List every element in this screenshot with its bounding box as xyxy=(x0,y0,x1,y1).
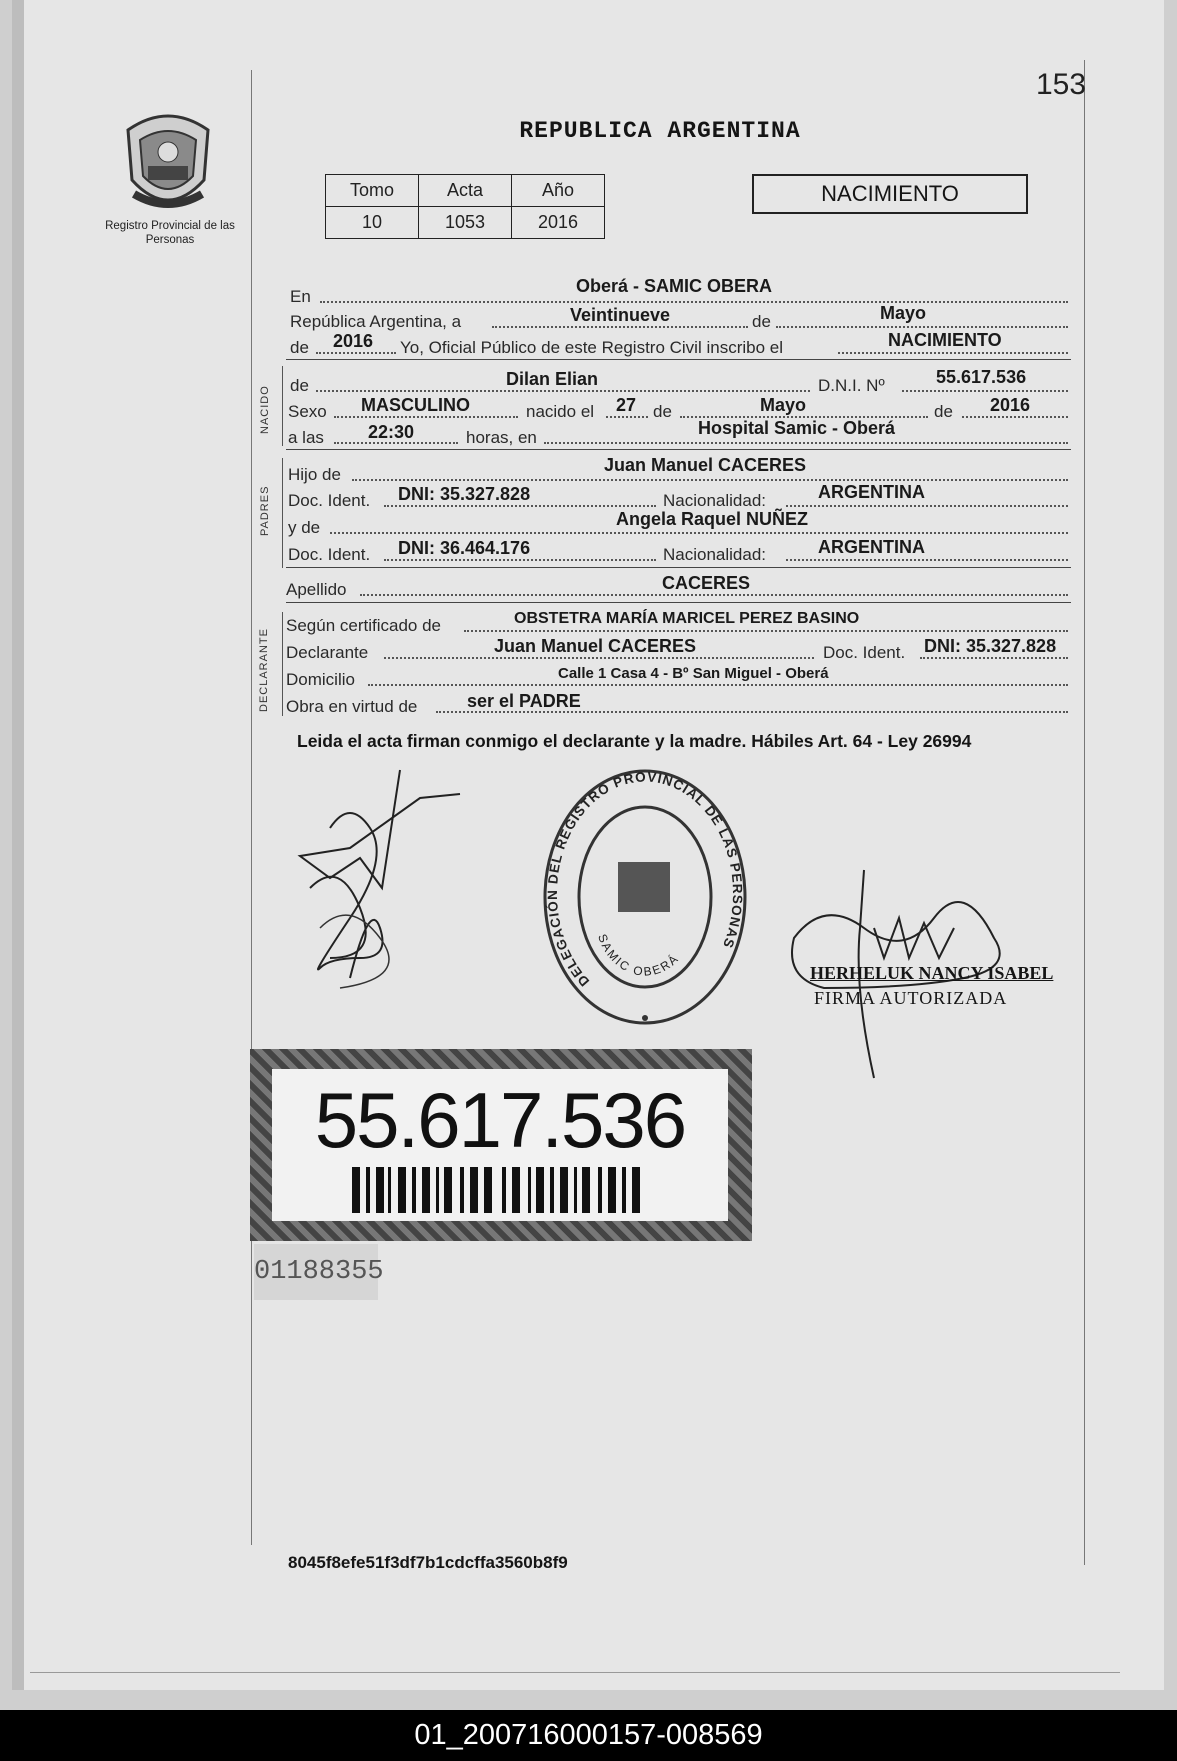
en-dotted-line xyxy=(320,301,1068,303)
obra-label: Obra en virtud de xyxy=(286,697,418,716)
birth-year-dotted-line xyxy=(962,416,1068,418)
authority-name: HERHELUK NANCY ISABEL xyxy=(810,963,1054,983)
father-doc-value: DNI: 35.327.828 xyxy=(398,484,531,504)
domicilio-dotted-line xyxy=(368,684,1068,686)
apellido-rule xyxy=(286,602,1071,603)
declarante-side-bar xyxy=(282,612,283,716)
barcode-number: 55.617.536 xyxy=(314,1076,686,1164)
month-dotted-line xyxy=(776,326,1068,328)
nac2-label: Nacionalidad: xyxy=(663,545,767,564)
serial-number: 01188355 xyxy=(254,1244,378,1300)
doc1-dotted-line xyxy=(384,505,656,507)
scan-footer-bar xyxy=(0,1710,1177,1761)
doc2-dotted-line xyxy=(384,559,656,561)
barcode-label xyxy=(272,1069,728,1221)
nac1-label: Nacionalidad: xyxy=(663,491,767,510)
birth-day-value: 27 xyxy=(616,395,637,415)
org-name: Registro Provincial de las Personas xyxy=(105,220,235,246)
mother-name-value: Angela Raquel NUÑEZ xyxy=(616,509,809,529)
cert-value: OBSTETRA MARÍA MARICEL PEREZ BASINO xyxy=(514,610,860,627)
declarante-name-value: Juan Manuel CACERES xyxy=(494,636,697,656)
domicilio-label: Domicilio xyxy=(286,670,355,689)
intro-day-value: Veintinueve xyxy=(570,305,671,325)
document-title: REPUBLICA ARGENTINA xyxy=(519,118,801,144)
inscribo-label: Yo, Oficial Público de este Registro Civil inscribo el xyxy=(400,338,783,357)
anio-value: 2016 xyxy=(512,207,605,239)
nacido-de1-label: de xyxy=(653,402,672,421)
domicilio-value: Calle 1 Casa 4 - Bº San Miguel - Oberá xyxy=(558,665,829,682)
apellido-value: CACERES xyxy=(662,573,751,593)
barcode-icon xyxy=(352,1167,648,1213)
hijo-de-label: Hijo de xyxy=(288,465,341,484)
provincial-seal-icon xyxy=(118,110,218,218)
nacido-de2-label: de xyxy=(934,402,953,421)
dni-label: D.N.I. Nº xyxy=(818,376,885,395)
nacido-de-label: de xyxy=(290,376,309,395)
stamp-inner-text: SAMIC OBERÁ xyxy=(595,932,682,979)
child-name-value: Dilan Elian xyxy=(506,369,599,389)
apellido-dotted-line xyxy=(360,594,1068,596)
scan-footer-text: 01_200716000157-008569 xyxy=(414,1719,763,1751)
nacido-side-bar xyxy=(282,366,283,446)
child-dni-value: 55.617.536 xyxy=(936,367,1027,387)
acta-type-box: NACIMIENTO xyxy=(752,174,1028,214)
year-prefix-label: de xyxy=(290,338,309,357)
decl-label: Declarante xyxy=(286,643,369,662)
tomo-value: 10 xyxy=(326,207,419,239)
left-margin-rule xyxy=(251,70,252,1545)
acta-header: Acta xyxy=(419,175,512,207)
stamp-ring-text: DELEGACIÓN DEL REGISTRO PROVINCIAL DE LAS PERSONAS xyxy=(544,769,746,990)
anio-header: Año xyxy=(512,175,605,207)
svg-text:DELEGACIÓN DEL REGISTRO PROVIN xyxy=(545,769,745,989)
father-nationality-value: ARGENTINA xyxy=(818,482,925,502)
apellido-label: Apellido xyxy=(286,580,347,599)
obra-value: ser el PADRE xyxy=(467,691,581,711)
acta-value: 1053 xyxy=(419,207,512,239)
mother-doc-value: DNI: 36.464.176 xyxy=(398,538,531,558)
mother-dotted-line xyxy=(330,532,1068,534)
paper-bottom-edge xyxy=(30,1672,1120,1673)
padres-side-bar xyxy=(282,458,283,568)
intro-month-value: Mayo xyxy=(880,303,927,323)
day-dotted-line xyxy=(492,326,748,328)
birth-time-value: 22:30 xyxy=(368,422,415,442)
legal-text: Leida el acta firman conmigo el declarante y la madre. Hábiles Art. 64 - Ley 26994 xyxy=(297,731,972,751)
padres-section-label: PADRES xyxy=(259,485,271,536)
sexo-value: MASCULINO xyxy=(361,395,470,415)
cert-dotted-line xyxy=(464,630,1068,632)
decl-doc-label: Doc. Ident. xyxy=(823,643,906,662)
doc1-label: Doc. Ident. xyxy=(288,491,371,510)
inscribo-dotted-line xyxy=(838,352,1068,354)
father-dotted-line xyxy=(352,479,1068,481)
tomo-header: Tomo xyxy=(326,175,419,207)
decl-dotted-line xyxy=(384,657,814,659)
declarante-doc-value: DNI: 35.327.828 xyxy=(924,636,1057,656)
svg-text:SAMIC OBERÁ xyxy=(595,932,682,979)
horas-label: horas, en xyxy=(466,428,537,447)
declarante-section-label: DECLARANTE xyxy=(258,628,270,712)
birth-day-dotted-line xyxy=(606,416,648,418)
right-margin-rule xyxy=(1084,60,1085,1565)
father-name-value: Juan Manuel CACERES xyxy=(604,455,807,475)
cert-label: Según certificado de xyxy=(286,616,441,635)
sheet-edge xyxy=(12,0,24,1690)
year-dotted-line xyxy=(316,352,396,354)
doc2-label: Doc. Ident. xyxy=(288,545,371,564)
dni-dotted-line xyxy=(902,390,1068,392)
birth-month-value: Mayo xyxy=(760,395,807,415)
en-value: Oberá - SAMIC OBERA xyxy=(576,276,773,296)
sexo-label: Sexo xyxy=(288,402,327,421)
birth-year-value: 2016 xyxy=(990,395,1031,415)
authority-title: FIRMA AUTORIZADA xyxy=(814,988,1008,1008)
nacido-el-label: nacido el xyxy=(526,402,595,421)
intro-year-value: 2016 xyxy=(333,331,374,351)
sexo-dotted-line xyxy=(334,416,518,418)
padres-rule xyxy=(286,567,1071,568)
birth-place-value: Hospital Samic - Oberá xyxy=(698,418,896,438)
tomo-acta-table xyxy=(325,174,605,239)
nac1-dotted-line xyxy=(786,505,1068,507)
place-dotted-line xyxy=(544,442,1068,444)
mother-nationality-value: ARGENTINA xyxy=(818,537,925,557)
stamp-text xyxy=(540,766,750,1028)
declarant-signature-icon xyxy=(290,768,470,998)
name-dotted-line xyxy=(316,390,810,392)
nacido-section-label: NACIDO xyxy=(259,385,271,434)
decl-doc-dotted-line xyxy=(920,657,1068,659)
alas-label: a las xyxy=(288,428,324,447)
y-de-label: y de xyxy=(288,518,321,537)
intro-de-label: de xyxy=(752,312,771,331)
republica-label: República Argentina, a xyxy=(290,312,462,331)
nac2-dotted-line xyxy=(786,559,1068,561)
nacido-rule xyxy=(286,449,1071,450)
inscribo-value: NACIMIENTO xyxy=(888,330,1002,350)
en-label: En xyxy=(290,287,311,306)
intro-rule xyxy=(286,359,1071,360)
barcode-panel xyxy=(250,1049,752,1241)
page-number: 153 xyxy=(1036,68,1087,101)
document-hash: 8045f8efe51f3df7b1cdcffa3560b8f9 xyxy=(288,1553,568,1572)
